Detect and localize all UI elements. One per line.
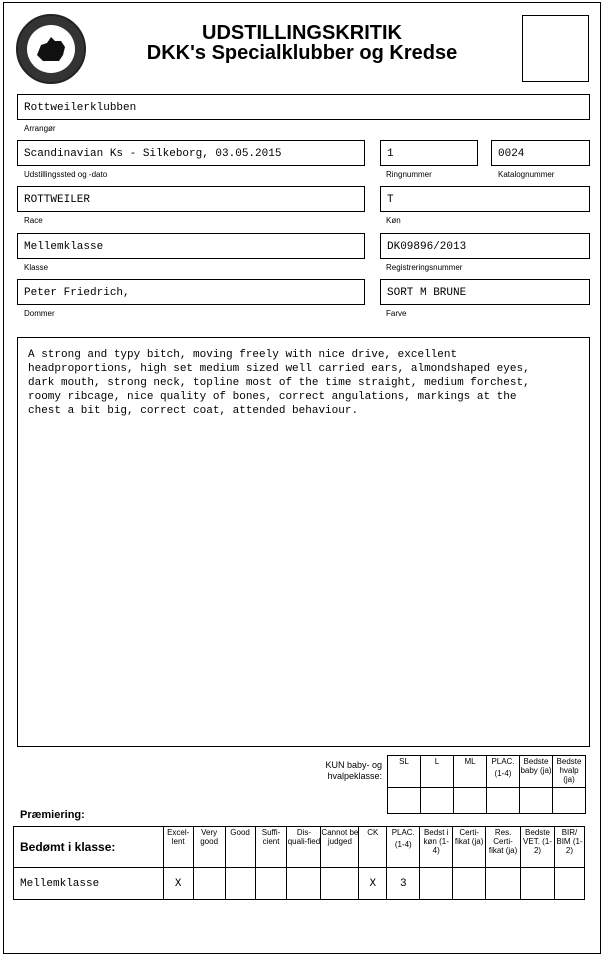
header-good: Good: [225, 827, 255, 868]
registration-label: Registreringsnummer: [386, 263, 463, 272]
baby-header-sl: SL: [388, 756, 421, 788]
catalog-field[interactable]: 0024: [491, 140, 590, 166]
dog-icon: [27, 25, 75, 73]
arranger-label: Arrangør: [24, 124, 56, 133]
baby-header-bedste-baby: Bedste baby (ja): [520, 756, 553, 788]
baby-table: [387, 755, 586, 814]
baby-cell[interactable]: [421, 788, 454, 814]
header-excellent: Excel-lent: [163, 827, 193, 868]
header-plac: PLAC. (1-4): [387, 827, 420, 868]
baby-cell[interactable]: [454, 788, 487, 814]
critique-line: headproportions, high set medium sized well carried ears, almondshaped eyes,: [28, 363, 530, 375]
baby-cell[interactable]: [520, 788, 553, 814]
sex-label: Køn: [386, 216, 401, 225]
header-very-good: Very good: [193, 827, 225, 868]
race-label: Race: [24, 216, 43, 225]
header-disqualified: Dis-quali-fied: [287, 827, 321, 868]
registration-field[interactable]: DK09896/2013: [380, 233, 590, 259]
premiering-title: Præmiering:: [20, 809, 85, 821]
critique-line: dark mouth, strong neck, topline most of the time straight, medium forchest,: [28, 377, 530, 389]
color-field[interactable]: SORT M BRUNE: [380, 279, 590, 305]
header-certifikat: Certi-fikat (ja): [453, 827, 486, 868]
baby-cell[interactable]: [553, 788, 586, 814]
cell-sufficient[interactable]: [255, 868, 287, 900]
arranger-field[interactable]: Rottweilerklubben: [17, 94, 590, 120]
judge-label: Dommer: [24, 309, 55, 318]
judged-class-header: Bedømt i klasse:: [14, 827, 164, 868]
form-title: UDSTILLINGSKRITIK: [202, 22, 402, 44]
header-res-certifikat: Res. Certi-fikat (ja): [486, 827, 521, 868]
header-cannot-be-judged: Cannot be judged: [321, 827, 359, 868]
catalog-label: Katalognummer: [498, 170, 555, 179]
baby-header-ml: ML: [454, 756, 487, 788]
cell-res-certifikat[interactable]: [486, 868, 521, 900]
baby-section-label: KUN baby- og hvalpeklasse:: [325, 760, 382, 781]
cell-disqualified[interactable]: [287, 868, 321, 900]
critique-textarea[interactable]: [17, 337, 590, 747]
judged-class-value[interactable]: Mellemklasse: [14, 868, 164, 900]
header-bir-bim: BIR/ BIM (1-2): [554, 827, 584, 868]
header-sufficient: Suffi-cient: [255, 827, 287, 868]
header-bedst-i-kon: Bedst i køn (1-4): [420, 827, 453, 868]
cell-excellent[interactable]: X: [163, 868, 193, 900]
baby-cell[interactable]: [487, 788, 520, 814]
form-subtitle: DKK's Specialklubber og Kredse: [146, 42, 458, 64]
critique-line: chest a bit big, correct coat, attended behaviour.: [28, 405, 359, 417]
baby-header-plac: PLAC. (1-4): [487, 756, 520, 788]
color-label: Farve: [386, 309, 407, 318]
venue-label: Udstillingssted og -dato: [24, 170, 108, 179]
cell-plac[interactable]: 3: [387, 868, 420, 900]
ring-label: Ringnummer: [386, 170, 432, 179]
photo-box: [522, 15, 589, 82]
ring-field[interactable]: 1: [380, 140, 478, 166]
critique-line: A strong and typy bitch, moving freely with nice drive, excellent: [28, 349, 458, 361]
cell-certifikat[interactable]: [453, 868, 486, 900]
dkk-logo: [16, 14, 86, 84]
cell-bedst-i-kon[interactable]: [420, 868, 453, 900]
cell-bir-bim[interactable]: [554, 868, 584, 900]
class-field[interactable]: Mellemklasse: [17, 233, 365, 259]
header-ck: CK: [359, 827, 387, 868]
cell-very-good[interactable]: [193, 868, 225, 900]
cell-good[interactable]: [225, 868, 255, 900]
header-bedste-vet: Bedste VET. (1-2): [521, 827, 555, 868]
premiering-table: [13, 826, 585, 900]
sex-field[interactable]: T: [380, 186, 590, 212]
baby-header-bedste-hvalp: Bedste hvalp (ja): [553, 756, 586, 788]
cell-cannot-be-judged[interactable]: [321, 868, 359, 900]
venue-field[interactable]: Scandinavian Ks - Silkeborg, 03.05.2015: [17, 140, 365, 166]
cell-ck[interactable]: X: [359, 868, 387, 900]
baby-cell[interactable]: [388, 788, 421, 814]
critique-line: roomy ribcage, nice quality of bones, correct angulations, markings at the: [28, 391, 517, 403]
race-field[interactable]: ROTTWEILER: [17, 186, 365, 212]
judge-field[interactable]: Peter Friedrich,: [17, 279, 365, 305]
baby-header-l: L: [421, 756, 454, 788]
cell-bedste-vet[interactable]: [521, 868, 555, 900]
class-label: Klasse: [24, 263, 49, 272]
